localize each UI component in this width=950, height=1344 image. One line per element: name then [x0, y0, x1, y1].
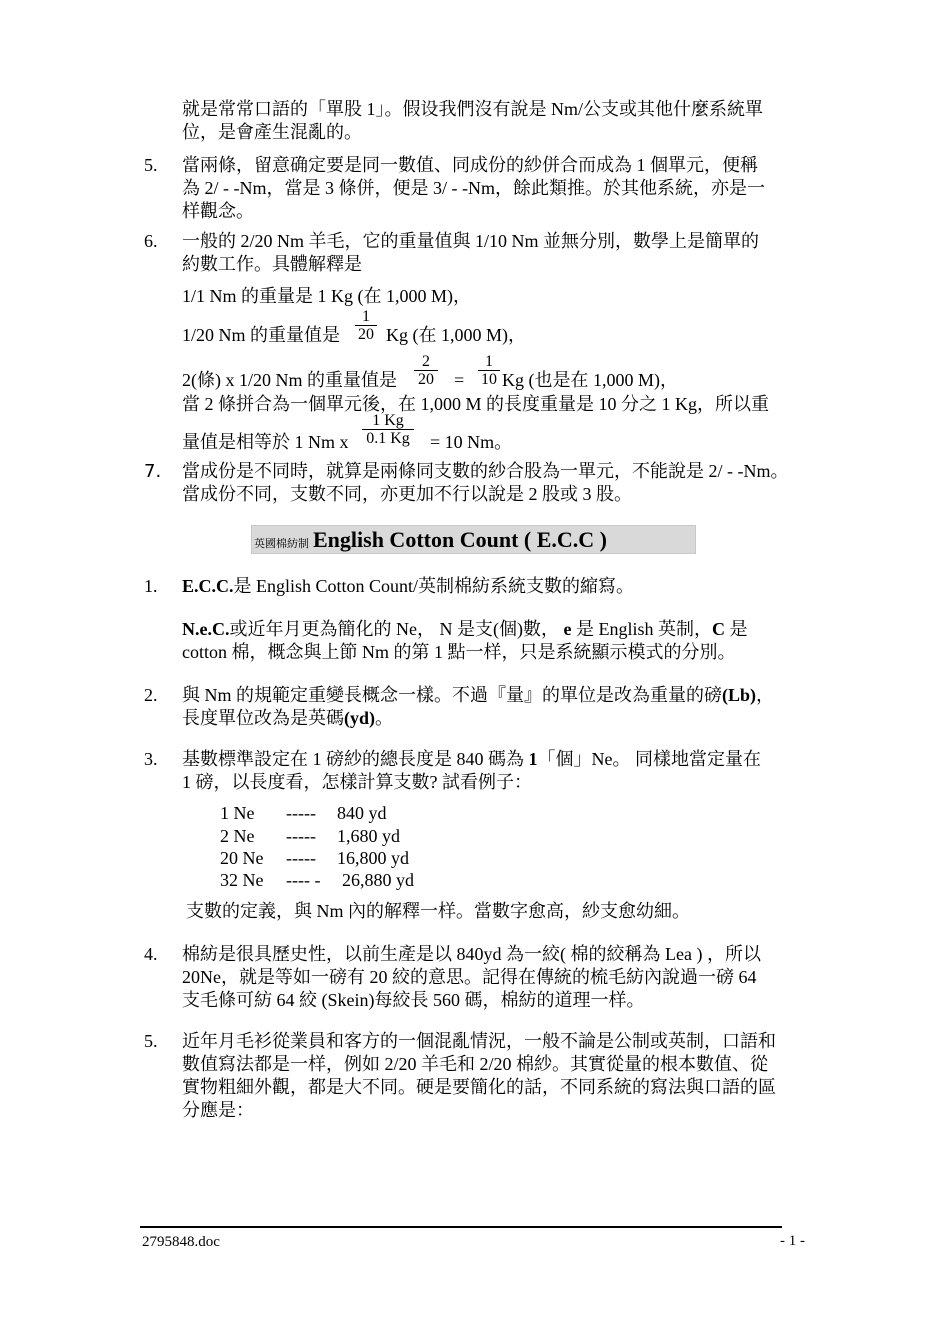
table-cell-length: 16,800 yd: [337, 848, 409, 868]
fraction-numerator: 1: [485, 353, 493, 370]
section-title-box: [251, 525, 696, 554]
item-5-line-1: 當兩條，留意确定要是同一數值、同成份的紗併合而成為 1 個單元，便稱: [182, 155, 758, 175]
ecc-item-1-text: 是 English Cotton Count/英制棉紡系統支數的縮寫。: [233, 576, 635, 596]
equation-1: 1/1 Nm 的重量是 1 Kg (在 1,000 M)，: [182, 286, 471, 306]
fraction-denominator: 20: [414, 370, 438, 388]
list-number-7: 7.: [144, 461, 162, 482]
table-cell-length: 840 yd: [337, 803, 387, 823]
equation-3-fraction-1: [414, 353, 438, 388]
equation-3-fraction-2: [478, 353, 500, 388]
item-6-line-2: 約數工作。具體解釋是: [182, 254, 362, 274]
ecc-item-2-line-2-text-c: 。: [375, 708, 393, 728]
ecc-item-3-text-a: 基數標準設定在 1 磅紗的總長度是 840 碼為: [182, 749, 524, 769]
table-cell-count: 1 Ne: [220, 803, 255, 823]
nec-abbrev: N.e.C.: [182, 619, 230, 639]
nec-c: C: [712, 619, 725, 639]
ecc-item-2-text-c: ，: [756, 685, 775, 705]
nec-line-1: [182, 618, 748, 641]
table-cell-count: 20 Ne: [220, 848, 264, 868]
ecc-item-2-text-a: 與 Nm 的規範定重變長概念一樣。不過『量』的單位是改為重量的磅: [182, 685, 722, 705]
equation-3-prefix: 2(條) x 1/20 Nm 的重量值是: [182, 370, 397, 390]
equation-4-line-1: 當 2 條拼合為一個單元後，在 1,000 M 的長度重量是 10 分之 1 Kg，所以重: [182, 394, 770, 414]
ecc-number-1: 1.: [144, 576, 158, 596]
table-cell-count: 2 Ne: [220, 826, 255, 846]
ecc-number-3: 3.: [144, 749, 158, 769]
equation-4-fraction: [362, 412, 414, 447]
fraction-numerator: 1 Kg: [372, 412, 404, 429]
intro-line-1: 就是常常口語的「單股 1」。假设我們沒有說是 Nm/公支或其他什麼系統單: [182, 99, 763, 119]
intro-line-2: 位，是會產生混亂的。: [182, 122, 362, 142]
table-cell-count: 32 Ne: [220, 870, 264, 890]
table-cell-sep: -----: [286, 848, 316, 868]
fraction-denominator: 10: [478, 370, 500, 388]
ecc-number-5: 5.: [144, 1031, 158, 1051]
fraction-denominator: 0.1 Kg: [362, 429, 414, 447]
list-number-5: 5.: [144, 155, 158, 175]
ecc-item-3-note: 支數的定義，與 Nm 內的解釋一样。當數字愈高，紗支愈幼細。: [186, 901, 690, 921]
footer-rule: [140, 1226, 782, 1228]
item-5-line-2: 為 2/ - -Nm，當是 3 條併，便是 3/ - -Nm，餘此類推。於其他系統，亦是一: [182, 178, 765, 198]
ecc-item-2-line-2: [182, 707, 393, 730]
ecc-abbrev: E.C.C.: [182, 576, 234, 596]
nec-line-1-text-c: 是: [729, 619, 748, 639]
equation-4-suffix: = 10 Nm。: [430, 432, 513, 452]
table-cell-sep: ---- -: [286, 870, 321, 890]
section-title-small: 英國棉紡制: [254, 538, 309, 550]
footer-page-number: - 1 -: [780, 1233, 805, 1249]
ecc-item-4-line-1: 棉紡是很具歷史性，以前生產是以 840yd 為一絞( 棉的絞稱為 Lea ) ，所以: [182, 944, 761, 964]
ecc-number-2: 2.: [144, 685, 158, 705]
ecc-item-4-line-3: 支毛條可紡 64 絞 (Skein)每絞長 560 碼，棉紡的道理一样。: [182, 990, 645, 1010]
fraction-denominator: 20: [355, 325, 377, 343]
section-title: English Cotton Count ( E.C.C ): [313, 527, 607, 552]
item-6-line-1: 一般的 2/20 Nm 羊毛，它的重量值與 1/10 Nm 並無分別，數學上是簡單的: [182, 231, 759, 251]
ecc-item-3-bold-one: 1: [528, 749, 538, 769]
equation-2-fraction: [355, 308, 377, 343]
table-cell-sep: -----: [286, 826, 316, 846]
item-7-line-1: 當成份是不同時，就算是兩條同支數的紗合股為一單元，不能說是 2/ - -Nm。: [182, 461, 789, 481]
table-cell-length: 26,880 yd: [342, 870, 414, 890]
equation-2-prefix: 1/20 Nm 的重量值是: [182, 325, 341, 345]
table-cell-sep: -----: [286, 803, 316, 823]
ecc-item-5-line-1: 近年月毛衫從業員和客方的一個混亂情況，一般不論是公制或英制，口語和: [182, 1031, 776, 1051]
unit-lb: (Lb): [722, 685, 757, 705]
equation-3-suffix: Kg (也是在 1,000 M)，: [502, 370, 678, 390]
equation-4-prefix: 量值是相等於 1 Nm x: [182, 432, 349, 452]
unit-yd: (yd): [344, 708, 375, 728]
table-cell-length: 1,680 yd: [337, 826, 400, 846]
ecc-number-4: 4.: [144, 944, 158, 964]
fraction-numerator: 2: [422, 353, 430, 370]
ecc-item-2-line-1: [182, 684, 774, 707]
equation-2-suffix: Kg (在 1,000 M)，: [386, 325, 526, 345]
ecc-item-5-line-2: 數值寫法都是一样，例如 2/20 羊毛和 2/20 棉紗。其實從量的根本數值、從: [182, 1054, 768, 1074]
ecc-item-5-line-4: 分應是：: [182, 1100, 254, 1120]
item-7-line-2: 當成份不同，支數不同，亦更加不行以說是 2 股或 3 股。: [182, 484, 632, 504]
nec-line-1-text-a: 或近年月更為簡化的 Ne， N 是支(個)數，: [229, 619, 559, 639]
fraction-numerator: 1: [362, 308, 370, 325]
list-number-6: 6.: [144, 231, 158, 251]
ecc-item-3-line-1: [182, 748, 761, 771]
ecc-item-4-line-2: 20Ne，就是等如一磅有 20 絞的意思。記得在傳統的梳毛紡內說過一磅 64: [182, 967, 757, 987]
ecc-item-3-text-c: 「個」Ne。 同樣地當定量在: [537, 749, 761, 769]
ecc-item-1: [182, 575, 634, 598]
nec-e: e: [563, 619, 572, 639]
item-5-line-3: 样觀念。: [182, 201, 254, 221]
ecc-item-3-line-2: 1 磅，以長度看，怎樣計算支數? 試看例子：: [182, 772, 532, 792]
ecc-item-5-line-3: 實物粗細外觀，都是大不同。硬是要簡化的話，不同系統的寫法與口語的區: [182, 1077, 776, 1097]
ecc-item-2-line-2-text-a: 長度單位改為是英碼: [182, 708, 344, 728]
nec-line-2: cotton 棉，概念與上節 Nm 的第 1 點一样，只是系統顯示模式的分別。: [182, 642, 736, 662]
footer-filename: 2795848.doc: [142, 1234, 220, 1250]
nec-line-1-text-b: 是 English 英制，: [575, 619, 712, 639]
equation-3-equals: =: [454, 370, 465, 390]
